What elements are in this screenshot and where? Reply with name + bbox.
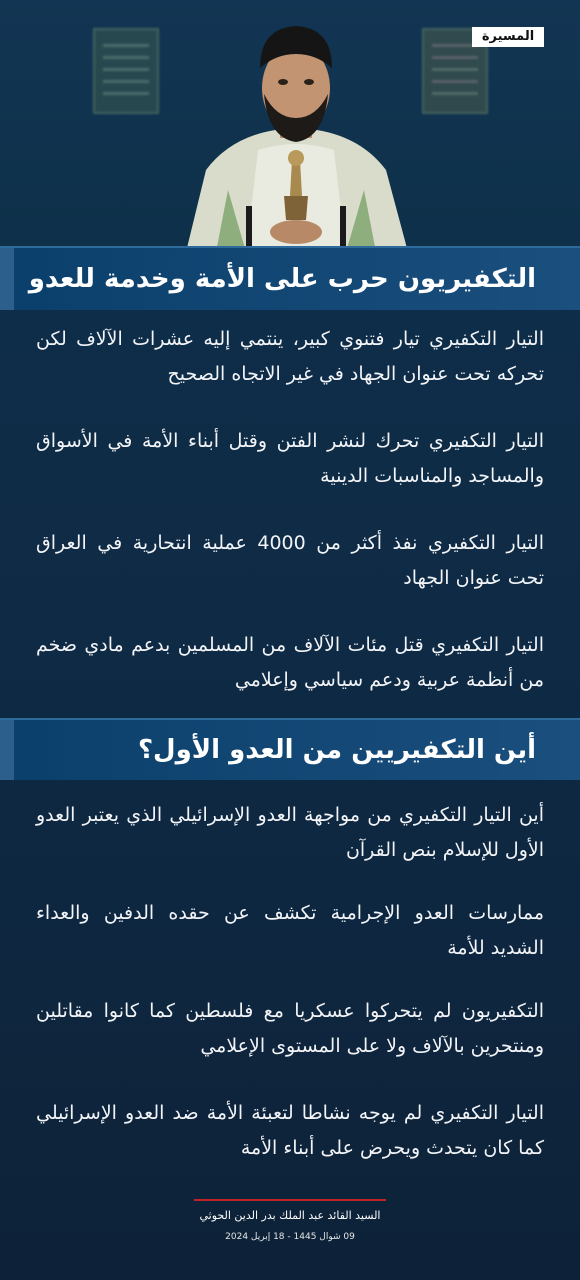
paragraph: ممارسات العدو الإجرامية تكشف عن حقده الدفين والعداء الشديد للأمة (36, 902, 544, 959)
paragraph: أين التيار التكفيري من مواجهة العدو الإسرائيلي الذي يعتبر العدو الأول للإسلام بنص القرآن (36, 804, 544, 861)
brand-logo: المسيرة (472, 27, 544, 47)
banner-accent (0, 720, 14, 780)
background-poster (93, 28, 159, 114)
paragraph: التيار التكفيري لم يوجه نشاطا لتعبئة الأمة ضد العدو الإسرائيلي كما كان يتحدث ويحرض على أبناء الأمة (36, 1102, 544, 1159)
footer-speaker-name: السيد القائد عبد الملك بدر الدين الحوثي (199, 1209, 381, 1222)
section-banner (0, 718, 580, 780)
page-title: التكفيريون حرب على الأمة وخدمة للعدو (28, 264, 536, 294)
footer-divider (194, 1199, 386, 1201)
paragraph: التيار التكفيري قتل مئات الآلاف من المسلمين بدعم مادي ضخم من أنظمة عربية ودعم سياسي وإعلامي (36, 634, 544, 691)
hero-image (0, 0, 580, 250)
footer-date: 09 شوال 1445 - 18 إبريل 2024 (225, 1232, 355, 1242)
section-title: أين التكفيريين من العدو الأول؟ (137, 735, 536, 765)
paragraph: التكفيريون لم يتحركوا عسكريا مع فلسطين كما كانوا مقاتلين ومنتحرين بالآلاف ولا على المستوى الإعلامي (36, 1000, 544, 1057)
paragraph: التيار التكفيري نفذ أكثر من 4000 عملية انتحارية في العراق تحت عنوان الجهاد (36, 532, 544, 589)
paragraph: التيار التكفيري تحرك لنشر الفتن وقتل أبناء الأمة في الأسواق والمساجد والمناسبات الدينية (36, 430, 544, 487)
title-banner (0, 246, 580, 310)
speaker-portrait (176, 20, 416, 250)
paragraph: التيار التكفيري تيار فتنوي كبير، ينتمي إليه عشرات الآلاف لكن تحركه تحت عنوان الجهاد في غير الاتجاه الصحيح (36, 328, 544, 385)
banner-accent (0, 248, 14, 310)
